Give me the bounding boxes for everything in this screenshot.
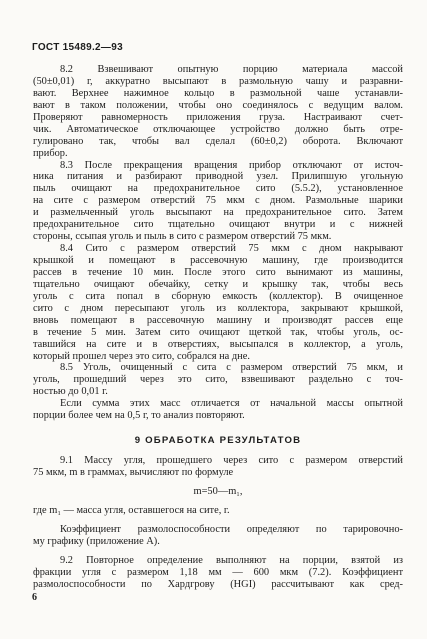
text-line: ника питания и разбирают приводной узел. Прилипшую угольную — [33, 171, 403, 183]
text-line: Если сумма этих масс отличается от начальной массы опытной — [60, 398, 403, 410]
text-line: фракции угля с размером 1,18 мм — 600 мкм (7.2). Коэффициент — [33, 566, 403, 578]
text-line: уголь с сита попал в сборную емкость (коллектор). В очищенное — [33, 290, 403, 302]
text-line: стороны, ссыпая уголь и пыль в сито с размером отверстий 75 мкм. — [33, 231, 332, 243]
text-line: 9.2 Повторное определение выполняют на порции, взятой из — [60, 554, 403, 566]
text-line: 9.1 Массу угля, прошедшего через сито с размером отверстий — [60, 455, 403, 467]
text-line: сито с дном пересыпают уголь из коллектора, закрывают крышкой, — [33, 302, 403, 314]
text-line: порции более чем на 0,5 г, то анализ повторяют. — [33, 410, 245, 422]
text-line: пыль очищают на предохранительное сито (5.5.2), установленное — [33, 183, 403, 195]
text-line: и размельченный уголь высыпают на предохранительное сито. Затем — [33, 207, 403, 219]
text-line: уголь, прошедший через это сито, взвешивают раздельно с точ- — [33, 374, 403, 386]
text-line: предохранительное сито тщательно очищают внутри и с нижней — [33, 219, 403, 231]
text-line: в течение 5 мин. Затем сито очищают щеткой так, чтобы уголь, ос- — [33, 326, 403, 338]
text-line: Проверяют равномерность приложения груза. Настраивают счет- — [33, 111, 403, 123]
text-line: 75 мкм, m в граммах, вычисляют по формуле — [33, 467, 234, 479]
text-line: чик. Автоматическое отключающее устройство должно быть отре- — [33, 123, 403, 135]
section-heading: 9 ОБРАБОТКА РЕЗУЛЬТАТОВ — [134, 435, 302, 447]
text-line: 8.2 Взвешивают опытную порцию материала массой — [60, 64, 403, 75]
text-line: тавшийся на сите и в отверстиях, высыпался в коллектор, а уголь, — [33, 338, 403, 350]
text-line: ностью до 0,01 г. — [33, 386, 108, 398]
text-line: крышкой и помещают в рассевочную машину, где производится — [33, 255, 403, 266]
text-line: (50±0,01) г, аккуратно высыпают в размольную чашу и разравни- — [33, 75, 403, 87]
text-line: гулировано так, чтобы вал сделал (60±0,2) оборота. Включают — [33, 135, 403, 147]
text-line: размолоспособности по Хардгрову (HGI) рассчитывают как сред- — [33, 578, 403, 590]
text-line: вновь помещают в рассевочную машину и производят рассев еще — [33, 314, 403, 326]
page-number: 6 — [32, 592, 37, 603]
text-line: 8.3 После прекращения вращения прибор отключают от источ- — [60, 159, 403, 171]
formula: m=50—m₁, — [193, 486, 243, 497]
text-line: 8.5 Уголь, очищенный с сита с размером отверстий 75 мкм, и — [60, 362, 403, 374]
text-line: 8.4 Сито с размером отверстий 75 мкм с дном накрывают — [60, 243, 403, 255]
page-body — [33, 64, 403, 591]
text-line: который прошел через это сито, собрался на дне. — [33, 350, 250, 362]
text-line: Коэффициент размолоспособности определяют по тарировочно- — [60, 523, 403, 535]
text-line: на сите с размером отверстий 75 мкм с дном. Размольные шарики — [33, 195, 403, 207]
standard-header: ГОСТ 15489.2—93 — [32, 42, 123, 53]
text-line: вают. Верхнее нажимное кольцо в размольной чаше устанавли- — [33, 87, 403, 99]
formula-explanation: где m₁ — масса угля, оставшегося на сите, г. — [33, 504, 230, 516]
text-line: му графику (приложение А). — [33, 535, 160, 547]
text-line: вают в таком положении, чтобы оно соединялось с ведущим валом. — [33, 99, 403, 111]
text-line: рассев в течение 10 мин. После этого сито вынимают из машины, — [33, 266, 403, 278]
text-line: прибор. — [33, 147, 68, 159]
text-line: тщательно очищают обечайку, сетку и крышку так, чтобы весь — [33, 278, 403, 290]
